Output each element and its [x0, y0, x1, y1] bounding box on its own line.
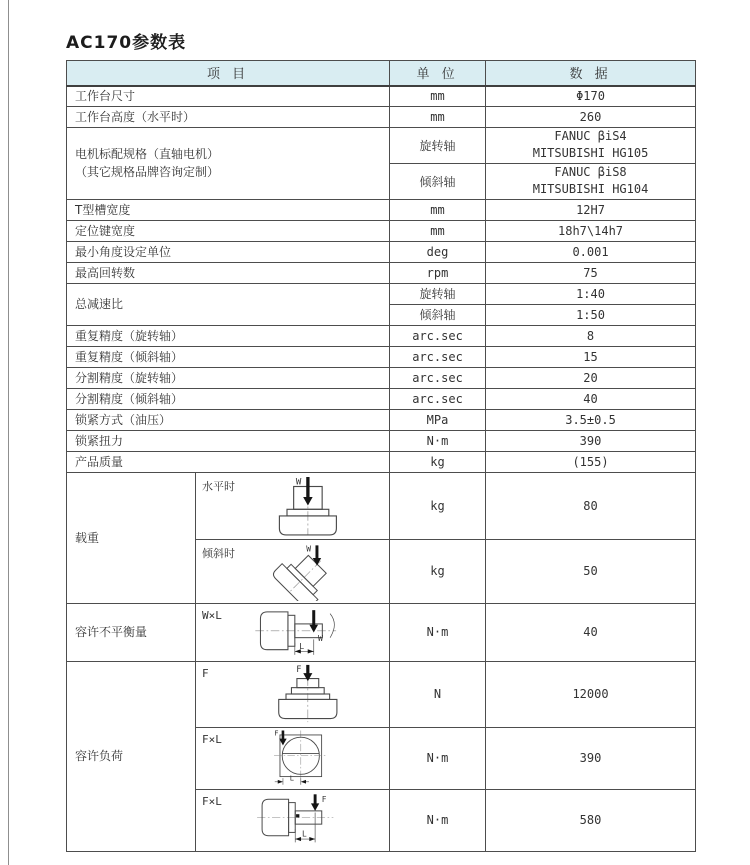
diagram-cell	[196, 727, 390, 789]
unbalance-diagram	[250, 605, 362, 660]
item-cell: 重复精度（倾斜轴）	[67, 346, 390, 367]
motor-item-line1: 电机标配规格（直轴电机）	[75, 147, 220, 162]
load-tilted-diagram	[251, 542, 361, 601]
item-cell: 锁紧方式（油压）	[67, 409, 390, 430]
f-label: F	[273, 729, 278, 738]
value-cell: 3.5±0.5	[486, 409, 696, 430]
axial-load-diagram	[251, 664, 361, 724]
item-cell: T型槽宽度	[67, 199, 390, 220]
unit-cell: arc.sec	[390, 325, 486, 346]
row-product-mass	[67, 451, 696, 472]
spec-table	[66, 60, 696, 852]
unit-cell: arc.sec	[390, 346, 486, 367]
value-cell: Φ170	[486, 86, 696, 107]
page-edge-line	[8, 0, 9, 865]
unit-cell: arc.sec	[390, 388, 486, 409]
row-max-rotation-speed	[67, 262, 696, 283]
item-cell: 总减速比	[67, 283, 390, 325]
value-cell: 8	[486, 325, 696, 346]
value-cell: 580	[486, 789, 696, 851]
item-cell: 定位键宽度	[67, 220, 390, 241]
item-cell: 工作台尺寸	[67, 86, 390, 107]
row-locating-key-width	[67, 220, 696, 241]
unit-cell: rpm	[390, 262, 486, 283]
row-repeat-tilt	[67, 346, 696, 367]
l-label: L	[301, 829, 307, 839]
page-title: AC170参数表	[66, 33, 187, 53]
diagram-cell	[196, 472, 390, 539]
row-min-angle-unit	[67, 241, 696, 262]
axis-cell: 倾斜轴	[390, 163, 486, 199]
item-cell: 最小角度设定单位	[67, 241, 390, 262]
item-cell: 容许不平衡量	[67, 603, 196, 661]
diagram-cell	[196, 603, 390, 661]
f-label: F	[295, 665, 301, 676]
moment-side-diagram	[250, 791, 362, 849]
row-index-tilt	[67, 388, 696, 409]
value-cell	[486, 163, 696, 199]
unit-cell: mm	[390, 86, 486, 107]
header-item: 项 目	[67, 61, 390, 86]
value-cell: 40	[486, 603, 696, 661]
header-row	[67, 61, 696, 86]
value-cell: 12000	[486, 661, 696, 727]
row-allowable-unbalance	[67, 603, 696, 661]
header-data: 数 据	[486, 61, 696, 86]
diagram-case-label: 倾斜时	[202, 546, 235, 560]
diagram-case-label: W×L	[202, 608, 222, 622]
unit-cell: deg	[390, 241, 486, 262]
w-label: W	[317, 632, 323, 643]
unit-cell: N·m	[390, 789, 486, 851]
load-horizontal-diagram	[249, 475, 363, 536]
value-cell: 80	[486, 472, 696, 539]
row-load-horizontal	[67, 472, 696, 539]
value-cell: 1:50	[486, 304, 696, 325]
unit-cell: N·m	[390, 727, 486, 789]
item-cell: 分割精度（倾斜轴）	[67, 388, 390, 409]
l-label: L	[298, 640, 304, 651]
item-cell: 锁紧扭力	[67, 430, 390, 451]
value-cell: 75	[486, 262, 696, 283]
value-cell: 15	[486, 346, 696, 367]
row-index-rotary	[67, 367, 696, 388]
item-cell: 工作台高度（水平时）	[67, 107, 390, 128]
item-cell: 重复精度（旋转轴）	[67, 325, 390, 346]
item-cell: 容许负荷	[67, 661, 196, 851]
row-t-slot-width	[67, 199, 696, 220]
motor-tilt-line2: MITSUBISHI HG104	[532, 182, 649, 197]
row-motor-rotary	[67, 128, 696, 164]
motor-rotary-line2: MITSUBISHI HG105	[532, 146, 649, 161]
unit-cell: kg	[390, 451, 486, 472]
f-label: F	[321, 794, 326, 804]
row-clamp-torque	[67, 430, 696, 451]
value-cell: 50	[486, 539, 696, 603]
unit-cell: mm	[390, 220, 486, 241]
diagram-case-label: F×L	[202, 794, 222, 808]
value-cell: 390	[486, 430, 696, 451]
value-cell: 0.001	[486, 241, 696, 262]
row-clamp-method	[67, 409, 696, 430]
diagram-case-label: F×L	[202, 732, 222, 746]
axis-cell: 倾斜轴	[390, 304, 486, 325]
axis-cell: 旋转轴	[390, 128, 486, 164]
row-reduction-ratio-rotary	[67, 283, 696, 304]
unit-cell: N·m	[390, 603, 486, 661]
motor-tilt-line1: FANUC βiS8	[554, 164, 627, 179]
item-cell: 分割精度（旋转轴）	[67, 367, 390, 388]
diagram-cell	[196, 539, 390, 603]
diagram-case-label: F	[202, 666, 209, 680]
unit-cell: arc.sec	[390, 367, 486, 388]
value-cell: 260	[486, 107, 696, 128]
motor-item-line2: （其它规格品牌咨询定制）	[75, 165, 220, 180]
header-unit: 单 位	[390, 61, 486, 86]
row-repeat-rotary	[67, 325, 696, 346]
value-cell	[486, 128, 696, 164]
diagram-case-label: 水平时	[202, 479, 235, 493]
unit-cell: kg	[390, 472, 486, 539]
motor-rotary-line1: FANUC βiS4	[554, 129, 627, 143]
w-label: W	[295, 477, 301, 488]
l-label: L	[289, 773, 294, 783]
diagram-cell	[196, 661, 390, 727]
row-worktable-size	[67, 86, 696, 107]
item-cell: 载重	[67, 472, 196, 603]
value-cell: (155)	[486, 451, 696, 472]
item-cell: 产品质量	[67, 451, 390, 472]
value-cell: 18h7\14h7	[486, 220, 696, 241]
row-worktable-height	[67, 107, 696, 128]
value-cell: 20	[486, 367, 696, 388]
unit-cell: N	[390, 661, 486, 727]
unit-cell: N·m	[390, 430, 486, 451]
item-cell-motor	[67, 128, 390, 200]
value-cell: 40	[486, 388, 696, 409]
moment-front-diagram	[256, 729, 356, 787]
item-cell: 最高回转数	[67, 262, 390, 283]
row-allowable-load-axial	[67, 661, 696, 727]
value-cell: 1:40	[486, 283, 696, 304]
value-cell: 390	[486, 727, 696, 789]
unit-cell: mm	[390, 107, 486, 128]
axis-cell: 旋转轴	[390, 283, 486, 304]
unit-cell: MPa	[390, 409, 486, 430]
diagram-cell	[196, 789, 390, 851]
w-label: W	[305, 543, 311, 553]
value-cell: 12H7	[486, 199, 696, 220]
unit-cell: kg	[390, 539, 486, 603]
unit-cell: mm	[390, 199, 486, 220]
